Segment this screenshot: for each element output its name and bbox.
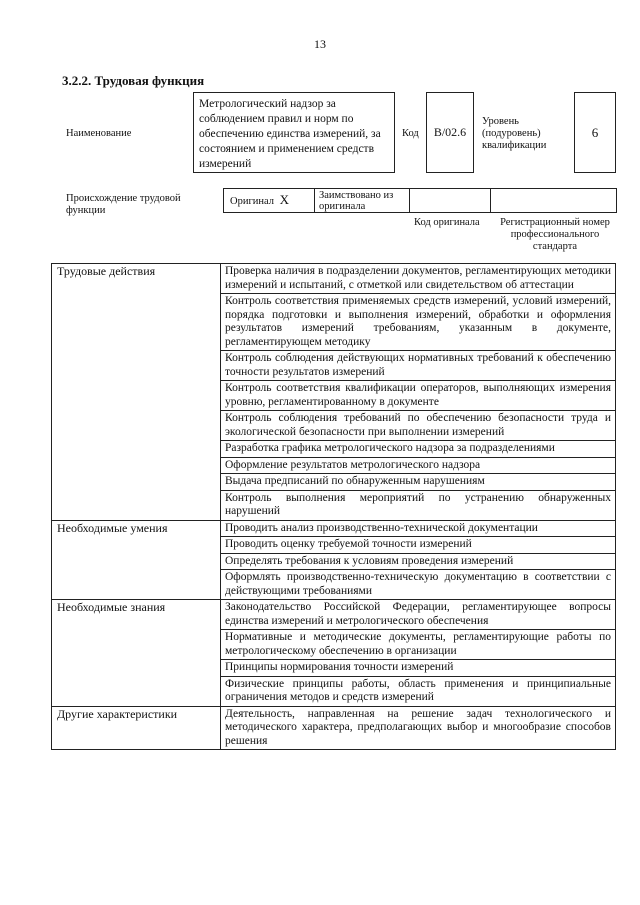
requirement-item: Контроль соблюдения действующих нормативных требований к обеспечению точности результатов измерений <box>221 351 616 381</box>
origin-label: Происхождение трудовой функции <box>66 193 181 216</box>
requirement-item: Деятельность, направленная на решение задач технологического и методического характера, предполагающих выбор и многообразие способов решения <box>221 706 616 750</box>
requirement-item: Законодательство Российской Федерации, регламентирующее вопросы единства измерений и метрологического обеспечения <box>221 600 616 630</box>
original-label: Оригинал <box>230 196 274 207</box>
code-value-box: B/02.6 <box>426 92 474 173</box>
level-label: Уровень (подуровень) квалификации <box>482 116 547 151</box>
requirement-item: Оформлять производственно-техническую документацию в соответствии с действующими требованиями <box>221 570 616 600</box>
requirement-item: Оформление результатов метрологического надзора <box>221 457 616 474</box>
requirement-item: Контроль соблюдения требований по обеспечению безопасности труда и экологической безопасности при выполнении измерений <box>221 411 616 441</box>
labor-function-table <box>51 263 616 750</box>
category-cell: Необходимые знания <box>52 600 221 707</box>
requirement-item: Контроль выполнения мероприятий по устранению обнаруженных нарушений <box>221 490 616 520</box>
level-value-box: 6 <box>574 92 616 173</box>
category-cell: Другие характеристики <box>52 706 221 750</box>
code-label: Код <box>402 128 419 139</box>
table-row <box>52 520 616 537</box>
requirement-item: Физические принципы работы, область применения и принципиальные ограничения методов и средств измерений <box>221 676 616 706</box>
table-row <box>52 600 616 630</box>
original-mark: X <box>279 192 290 207</box>
requirement-item: Проверка наличия в подразделении документов, регламентирующих методики измерений и испытаний, с отметкой или свидетельством об аттестации <box>221 264 616 294</box>
requirement-item: Проводить анализ производственно-технической документации <box>221 520 616 537</box>
requirement-item: Нормативные и методические документы, регламентирующие работы по метрологическому обеспечению в организации <box>221 630 616 660</box>
category-cell: Трудовые действия <box>52 264 221 521</box>
page-number: 13 <box>314 37 326 51</box>
section-title: 3.2.2. Трудовая функция <box>62 73 205 88</box>
requirement-item: Контроль соответствия применяемых средств измерений, условий измерений, порядка подготовки и выполнения измерений, обработки и оформления результатов измерений требованиям, указанным в документе, регламентирующем методику <box>221 294 616 351</box>
reg-number-caption: Регистрационный номер профессионального стандарта <box>500 217 610 252</box>
reg-number-cell <box>490 188 617 213</box>
requirement-item: Принципы нормирования точности измерений <box>221 660 616 677</box>
category-cell: Необходимые умения <box>52 520 221 600</box>
original-code-cell <box>409 188 491 213</box>
original-code-caption: Код оригинала <box>414 217 480 228</box>
table-row <box>52 264 616 294</box>
requirement-item: Контроль соответствия квалификации операторов, выполняющих измерения уровню, регламентированному в документе <box>221 381 616 411</box>
requirement-item: Определять требования к условиям проведения измерений <box>221 553 616 570</box>
name-label: Наименование <box>66 128 132 139</box>
borrowed-cell: Заимствовано из оригинала <box>314 188 410 213</box>
requirement-item: Выдача предписаний по обнаруженным нарушениям <box>221 474 616 491</box>
table-row <box>52 706 616 750</box>
requirement-item: Разработка графика метрологического надзора за подразделениями <box>221 441 616 458</box>
original-cell <box>223 188 315 213</box>
requirement-item: Проводить оценку требуемой точности измерений <box>221 537 616 554</box>
function-name-box: Метрологический надзор за соблюдением правил и норм по обеспечению единства измерений, за состоянием и применением средств измерений <box>193 92 395 173</box>
